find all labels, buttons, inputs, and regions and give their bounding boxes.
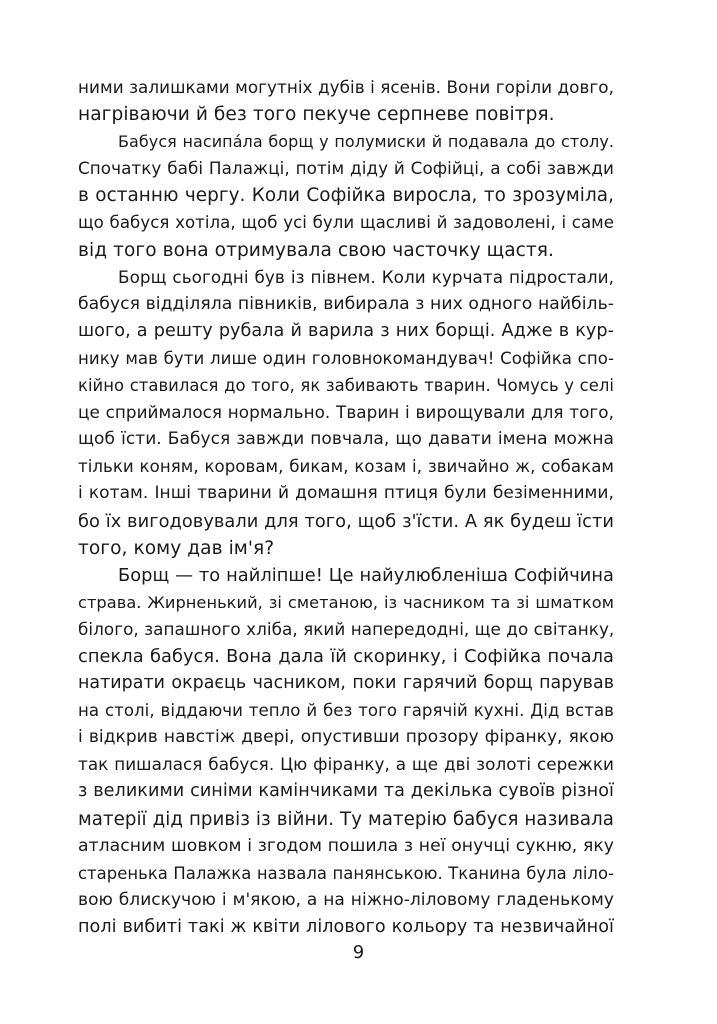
text-line: вою блискучою і м'якою, а на ніжно-ліловому гладенькому xyxy=(78,889,614,910)
text-line: так пишалася бабуся. Цю фіранку, а ще дві золоті сережки xyxy=(78,754,614,775)
text-line: Спочатку бабі Палажці, потім діду й Софійці, а собі завжди xyxy=(78,158,614,179)
text-line: на столі, віддаючи тепло й без того гарячій кухні. Дід встав xyxy=(78,701,614,721)
text-line: щоб їсти. Бабуся завжди повчала, що давати імена можна xyxy=(78,429,614,450)
text-line: що бабуся хотіла, щоб усі були щасливі й задоволені, і саме xyxy=(78,213,614,233)
book-page-text xyxy=(78,74,614,941)
text-line: страва. Жирненький, зі сметаною, із часником та зі шматком xyxy=(78,592,614,612)
text-line: Борщ сьогодні був із півнем. Коли курчата підростали, xyxy=(118,266,614,287)
text-line: і котам. Інші тварини й домашня птиця були безіменними, xyxy=(78,483,614,504)
text-line: і відкрив навстіж двері, опустивши прозору фіранку, якою xyxy=(78,727,614,748)
text-line: тільки коням, коровам, бикам, козам і, звичайно ж, собакам xyxy=(78,457,614,477)
paragraph-1 xyxy=(78,74,614,128)
text-line: Бабуся насипа́ла борщ у полумиски й подавала до столу. xyxy=(118,132,614,152)
paragraph-3 xyxy=(78,264,614,562)
text-line: того, кому дав ім'я? xyxy=(78,537,275,559)
text-line: Борщ — то найліпше! Це найулюбленіша Софійчина xyxy=(118,564,614,586)
text-line: це сприймалося нормально. Тварин і вирощували для того, xyxy=(78,402,614,423)
text-line: з великими синіми камінчиками та декілька сувоїв різної xyxy=(78,781,614,802)
text-line: білого, запашного хліба, який напередодні, ще до світанку, xyxy=(78,618,615,639)
text-line: атласним шовком і згодом пошила з неї онучці сукню, яку xyxy=(78,835,614,856)
text-line: полі вибиті такі ж квіти лілового кольору та незвичайної xyxy=(78,916,614,937)
text-line: нику мав бути лише один головнокомандувач! Софійка спо- xyxy=(78,348,614,368)
text-line: бо їх вигодовували для того, щоб з'їсти. А як будеш їсти xyxy=(78,510,614,532)
paragraph-4 xyxy=(78,562,614,941)
text-line: шого, а решту рубала й варила з них борщі. Адже в кур- xyxy=(78,320,614,341)
text-line: ними залишками могутніх дубів і ясенів. Вони горіли довго, xyxy=(78,77,614,97)
paragraph-2 xyxy=(78,128,614,263)
text-line: матерії дід привіз із війни. Ту матерію бабуся називала xyxy=(78,808,614,830)
text-line: старенька Палажка назвала панянською. Тканина була ліло- xyxy=(78,863,614,883)
text-line: нагріваючи й без того пекуче серпневе повітря. xyxy=(78,104,555,126)
text-line: від того вона отримувала свою часточку щастя. xyxy=(78,239,554,261)
text-line: кійно ставилася до того, як забивають тварин. Чомусь у селі xyxy=(78,376,614,396)
text-line: бабуся відділяла півників, вибирала з них одного найбіль- xyxy=(78,293,614,314)
text-line: в останню чергу. Коли Софійка виросла, то зрозуміла, xyxy=(78,185,614,207)
text-line: натирати окраєць часником, поки гарячий борщ парував xyxy=(78,673,614,694)
page-number: 9 xyxy=(352,942,365,963)
text-line: спекла бабуся. Вона дала їй скоринку, і Софійка почала xyxy=(78,645,614,667)
